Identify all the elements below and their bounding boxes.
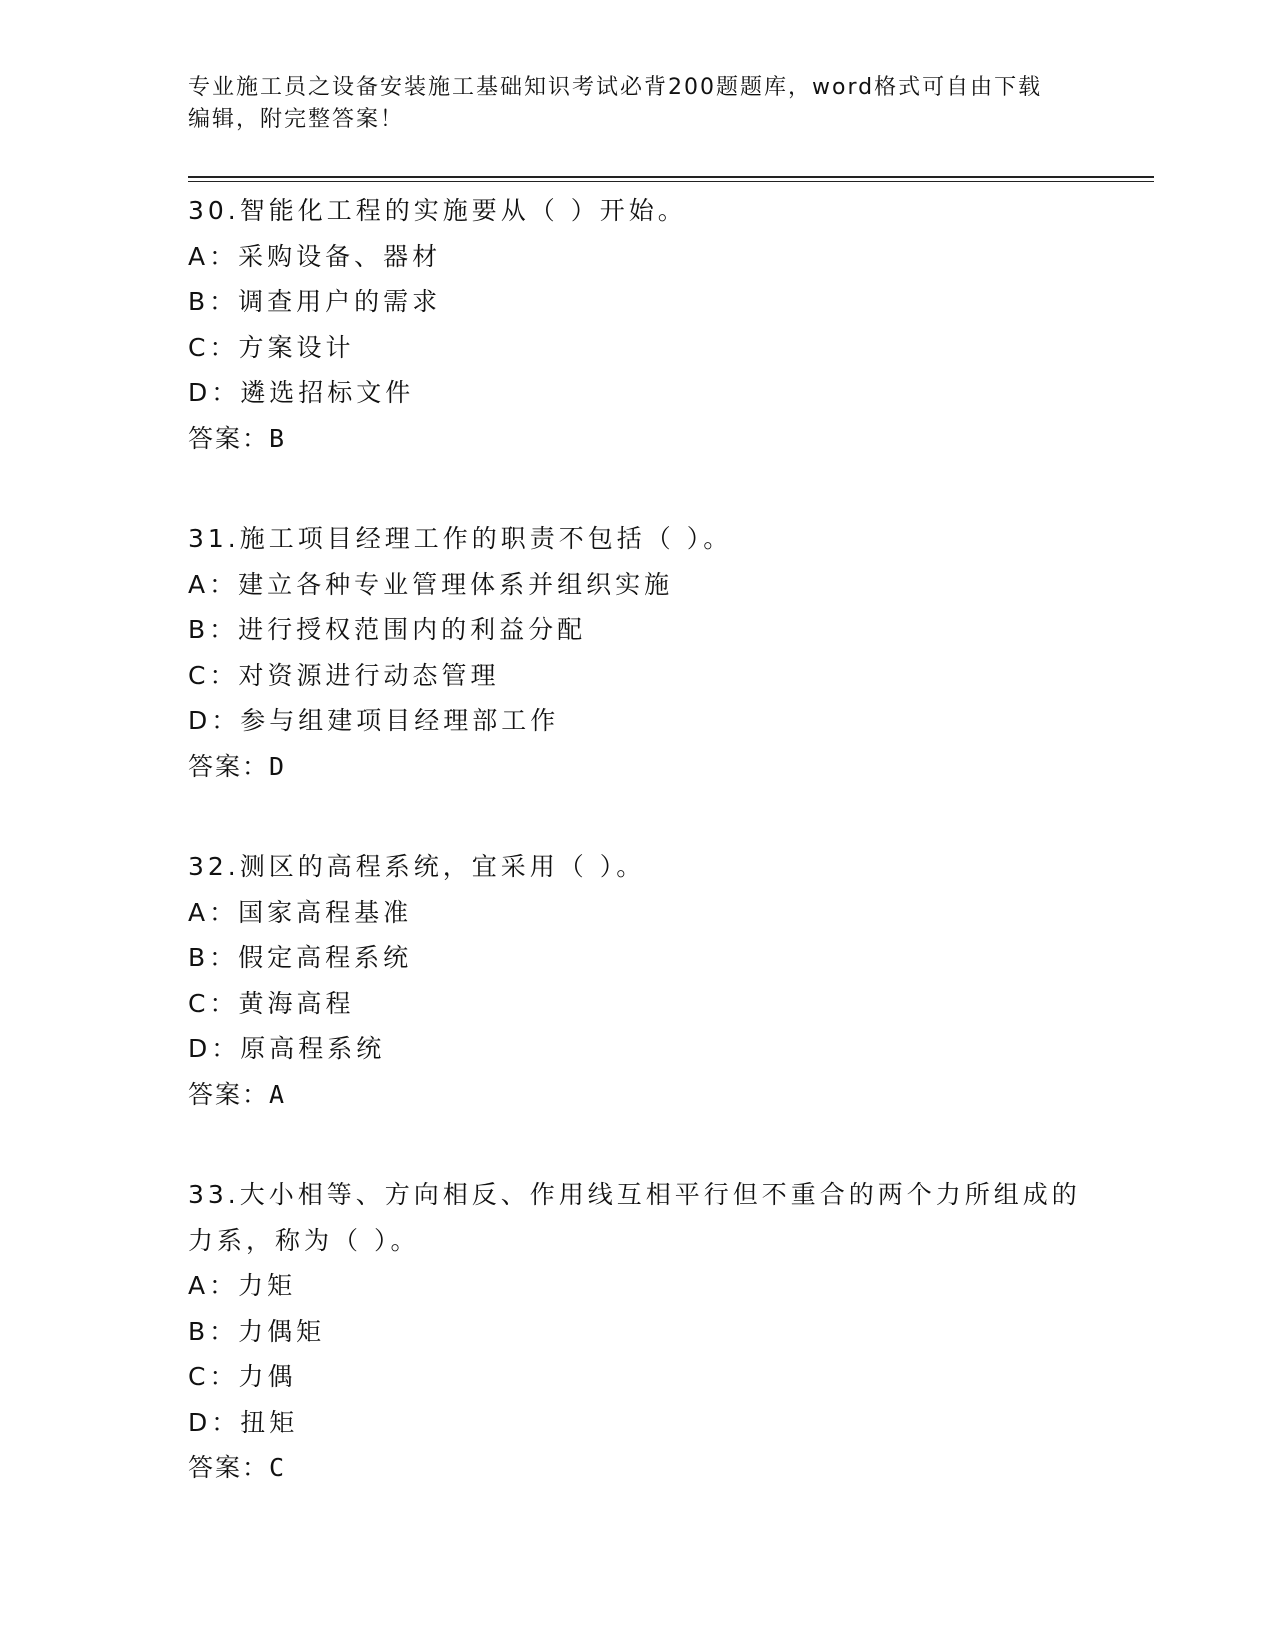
answer-label: 答案： xyxy=(188,423,270,453)
option-a: A：力矩 xyxy=(188,1271,297,1300)
question-stem-line-1: 33.大小相等、方向相反、作用线互相平行但不重合的两个力所组成的 xyxy=(188,1180,1081,1209)
header-divider-thick xyxy=(188,176,1154,178)
answer-value: D xyxy=(269,751,289,781)
option-b: B：力偶矩 xyxy=(188,1316,326,1346)
option-d: D：原高程系统 xyxy=(188,1034,386,1063)
question-stem-line-2: 力系，称为（ ）。 xyxy=(188,1225,420,1255)
option-b: B：调查用户的需求 xyxy=(188,287,442,316)
option-b: B：进行授权范围内的利益分配 xyxy=(188,615,587,644)
document-header xyxy=(188,72,1088,136)
option-a: A：采购设备、器材 xyxy=(188,241,442,271)
answer-line xyxy=(188,1072,1088,1118)
question-32 xyxy=(188,844,1088,1117)
answer-label: 答案： xyxy=(188,1453,270,1482)
header-divider-thin xyxy=(188,181,1154,182)
option-c: C：黄海高程 xyxy=(188,988,355,1018)
option-c: C：方案设计 xyxy=(188,332,355,362)
question-stem: 30.智能化工程的实施要从（ ）开始。 xyxy=(188,196,687,225)
question-30 xyxy=(188,188,1088,461)
option-a: A：建立各种专业管理体系并组织实施 xyxy=(188,569,674,599)
answer-label: 答案： xyxy=(188,751,270,781)
header-line-1: 专业施工员之设备安装施工基础知识考试必背200题题库，word格式可自由下载 xyxy=(188,75,1043,100)
question-list xyxy=(188,188,1088,1546)
header-line-2: 编辑，附完整答案！ xyxy=(188,107,405,132)
answer-value: C xyxy=(269,1453,289,1482)
answer-line xyxy=(188,1445,1088,1491)
option-c: C：对资源进行动态管理 xyxy=(188,660,500,690)
option-d: D：遴选招标文件 xyxy=(188,378,415,407)
question-33 xyxy=(188,1172,1088,1491)
question-31 xyxy=(188,516,1088,789)
option-b: B：假定高程系统 xyxy=(188,943,413,972)
answer-line xyxy=(188,416,1088,462)
option-c: C：力偶 xyxy=(188,1362,297,1391)
question-stem: 31.施工项目经理工作的职责不包括（ ）。 xyxy=(188,524,733,553)
answer-line xyxy=(188,744,1088,790)
question-stem: 32.测区的高程系统，宜采用（ ）。 xyxy=(188,852,646,881)
option-a: A：国家高程基准 xyxy=(188,897,413,927)
answer-label: 答案： xyxy=(188,1079,270,1109)
option-d: D：参与组建项目经理部工作 xyxy=(188,706,560,735)
answer-value: A xyxy=(269,1079,289,1109)
answer-value: B xyxy=(269,423,289,453)
option-d: D：扭矩 xyxy=(188,1407,299,1437)
